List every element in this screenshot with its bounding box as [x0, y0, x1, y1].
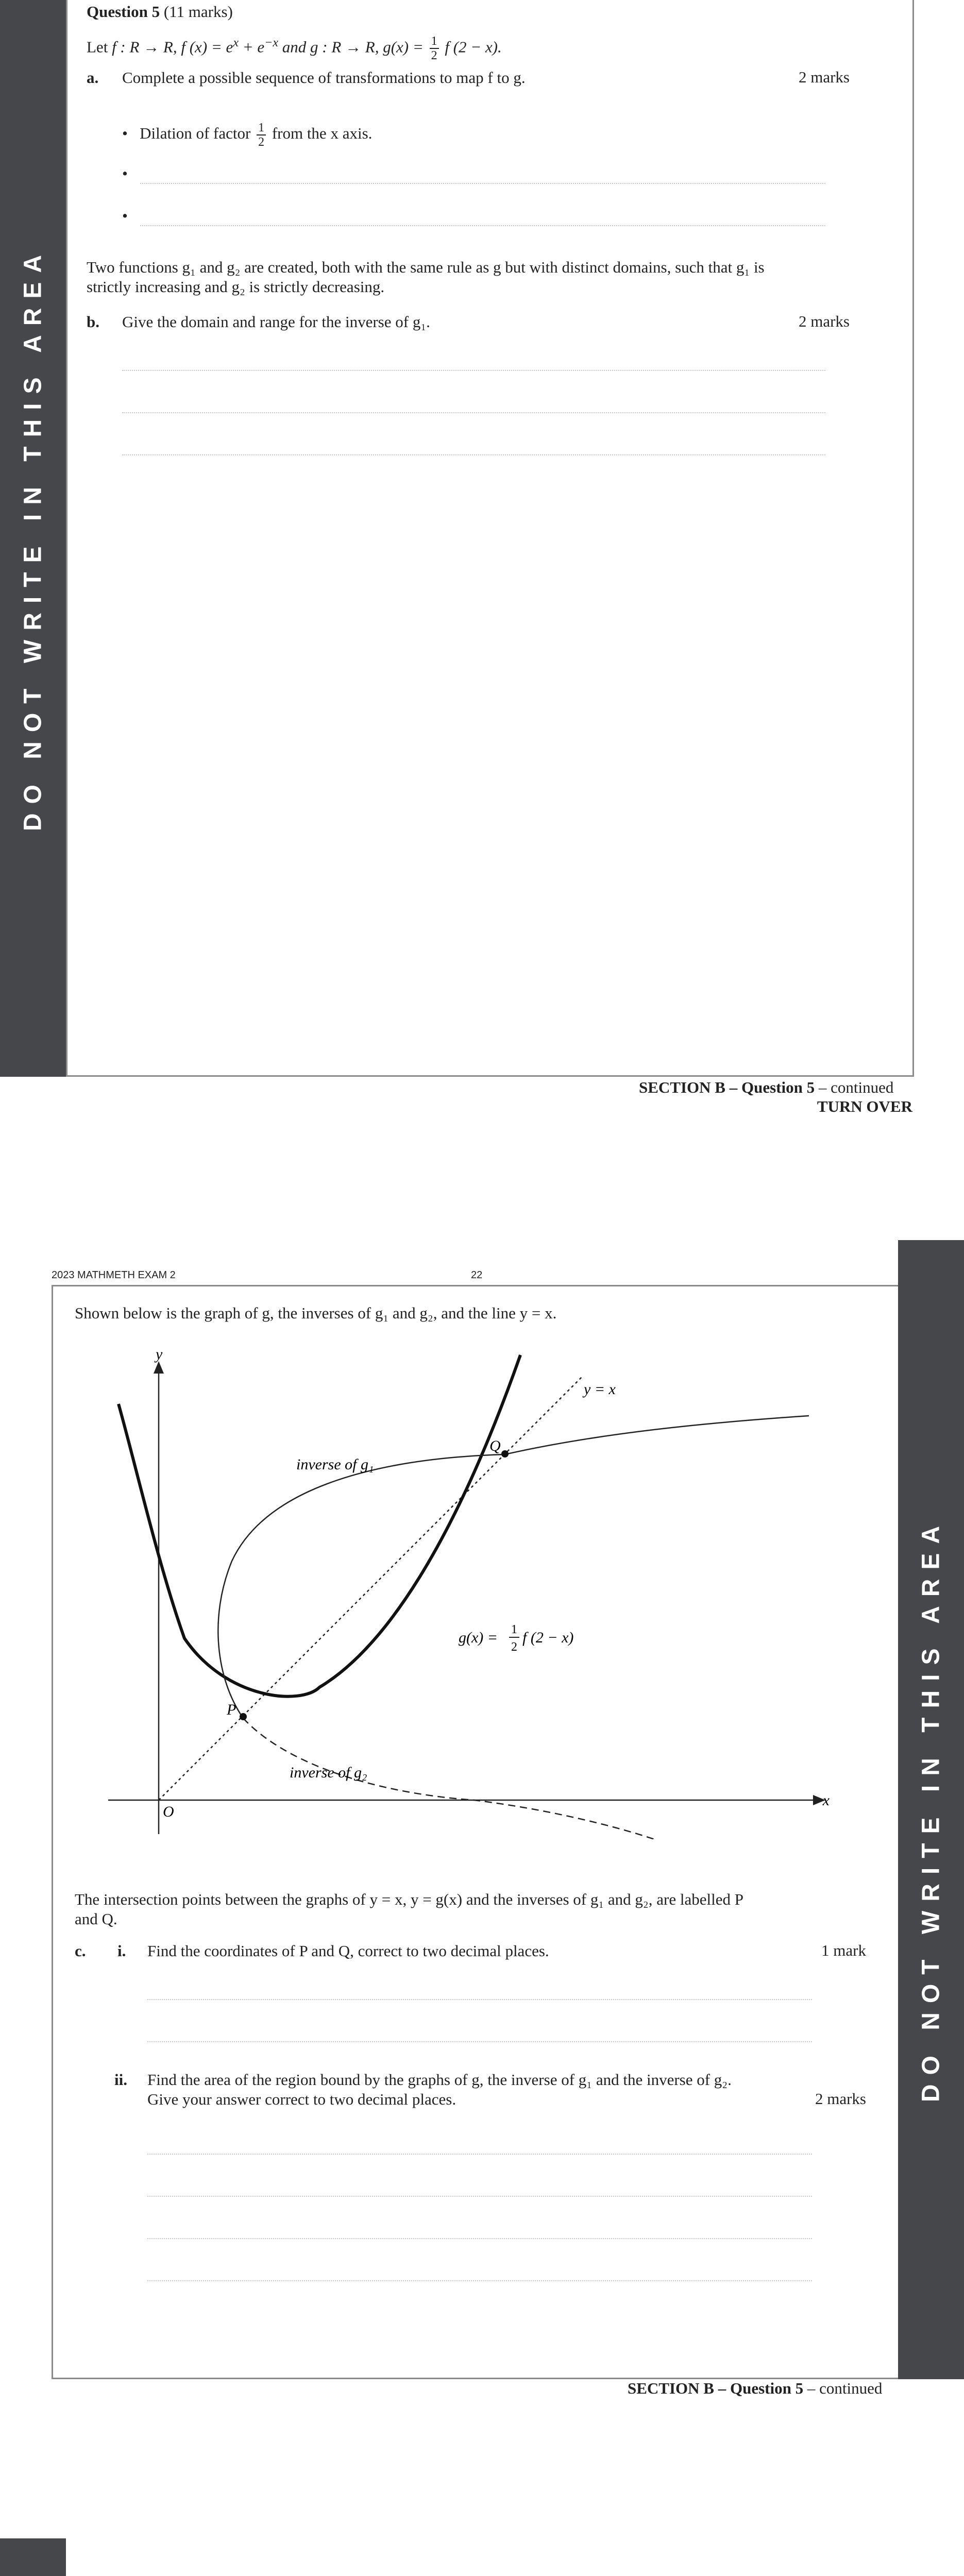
point-q-label: Q	[489, 1437, 501, 1454]
footer-continued: – continued	[803, 2379, 883, 2397]
dilation-fraction	[257, 121, 266, 149]
page-2-header-page: 22	[471, 1269, 483, 1281]
y-equals-x-label: y = x	[584, 1381, 616, 1398]
part-ci-text: Find the coordinates of P and Q, correct to two decimal places.	[147, 1942, 549, 1960]
origin-label: O	[163, 1803, 174, 1820]
footer-continued: – continued	[815, 1078, 894, 1096]
do-not-write-label: DO NOT WRITE IN THIS AREA	[19, 245, 47, 832]
function-definitions	[87, 33, 502, 62]
half-fraction	[430, 35, 439, 62]
answer-line	[140, 225, 825, 226]
x-axis-label: x	[822, 1792, 830, 1809]
bullet-1-pre: Dilation of factor	[140, 124, 255, 143]
let-text: Let	[87, 38, 112, 56]
intersection-line-2: and Q.	[75, 1910, 117, 1928]
answer-frame-page-1	[66, 0, 914, 1077]
point-p	[240, 1713, 247, 1720]
f-exponent-1: x	[233, 36, 239, 49]
part-cii-marks: 2 marks	[815, 2090, 866, 2108]
part-c-label: c.	[75, 1942, 86, 1960]
bullet-3: •	[122, 207, 128, 225]
f-definition: f : R → R, f (x) = e	[112, 38, 233, 56]
g-tail: f (2 − x).	[441, 38, 502, 56]
part-ci-marks: 1 mark	[821, 1941, 866, 1959]
inverse-g2-text: inverse of g₂	[290, 1764, 367, 1781]
do-not-write-band-left-1	[0, 0, 66, 1077]
g-label-post: f (2 − x)	[522, 1629, 574, 1646]
bullet-1	[122, 121, 372, 149]
intersection-line-1: The intersection points between the graphs of y = x, y = g(x) and the inverses of g₁ and g₂, are labelled P	[75, 1890, 743, 1908]
footer-section: SECTION B – Question 5	[628, 2379, 804, 2397]
two-functions-line-1: Two functions g₁ and g₂ are created, both with the same rule as g but with distinct domains, such that g₁ is	[87, 258, 765, 276]
answer-line	[147, 2238, 812, 2239]
y-axis-label: y	[156, 1350, 163, 1363]
g-label-half-num: 1	[511, 1623, 517, 1636]
do-not-write-label: DO NOT WRITE IN THIS AREA	[917, 1516, 945, 2103]
answer-line	[147, 2196, 812, 2197]
bullet-symbol: •	[122, 124, 128, 143]
page-2-footer-section	[628, 2379, 882, 2398]
part-cii-text-1: Find the area of the region bound by the graphs of g, the inverse of g₁ and the inverse of g₂.	[147, 2071, 732, 2089]
inverse-g1-text: inverse of g₁	[296, 1456, 374, 1473]
dilation-denominator: 2	[258, 135, 265, 149]
inverse-g1-label	[296, 1456, 374, 1473]
answer-line	[140, 183, 825, 184]
y-axis-arrow	[154, 1361, 164, 1374]
bullet-2: •	[122, 164, 128, 182]
g-label-pre: g(x) =	[459, 1629, 498, 1646]
answer-line	[147, 2280, 812, 2281]
turn-over: TURN OVER	[817, 1097, 912, 1115]
answer-line	[147, 2154, 812, 2155]
point-p-label: P	[227, 1701, 236, 1718]
part-b-label: b.	[87, 313, 99, 331]
g-curve-label	[459, 1629, 498, 1646]
answer-line	[122, 412, 825, 413]
g-definition: and g : R → R, g(x) =	[278, 38, 428, 56]
do-not-write-band-left-3	[0, 2538, 66, 2576]
question-title: Question 5	[87, 3, 160, 21]
graph-intro: Shown below is the graph of g, the inverses of g₁ and g₂, and the line y = x.	[75, 1304, 557, 1322]
function-graph	[98, 1350, 830, 1839]
f-plus: + e	[238, 38, 265, 56]
footer-section: SECTION B – Question 5	[639, 1078, 815, 1096]
part-cii-text-2: Give your answer correct to two decimal places.	[147, 2090, 456, 2108]
answer-line	[147, 1999, 812, 2000]
two-functions-line-2: strictly increasing and g₂ is strictly decreasing.	[87, 278, 385, 296]
half-denominator: 2	[431, 49, 437, 63]
bullet-1-post: from the x axis.	[268, 124, 373, 143]
part-cii-label: ii.	[114, 2071, 127, 2089]
g-label-half-den: 2	[511, 1640, 517, 1654]
answer-line	[147, 2041, 812, 2042]
question-marks: (11 marks)	[163, 3, 233, 21]
do-not-write-band-right-2	[898, 1240, 964, 2379]
answer-line	[122, 454, 825, 455]
part-ci-label: i.	[117, 1942, 126, 1960]
question-heading	[87, 2, 233, 22]
part-a-label: a.	[87, 69, 99, 87]
page-2-header-left: 2023 MATHMETH EXAM 2	[52, 1269, 176, 1281]
part-a-text: Complete a possible sequence of transformations to map f to g.	[122, 69, 526, 87]
dilation-numerator: 1	[257, 121, 266, 135]
part-b-text: Give the domain and range for the inverse of g₁.	[122, 313, 430, 331]
answer-line	[122, 370, 825, 371]
point-q	[501, 1450, 509, 1458]
f-exponent-2: −x	[264, 36, 279, 49]
inverse-g2-label	[290, 1764, 367, 1781]
part-a-marks: 2 marks	[798, 68, 850, 86]
y-equals-x-line	[159, 1377, 582, 1800]
half-numerator: 1	[430, 35, 439, 49]
page-1-footer-section	[639, 1078, 893, 1097]
part-b-marks: 2 marks	[798, 312, 850, 330]
